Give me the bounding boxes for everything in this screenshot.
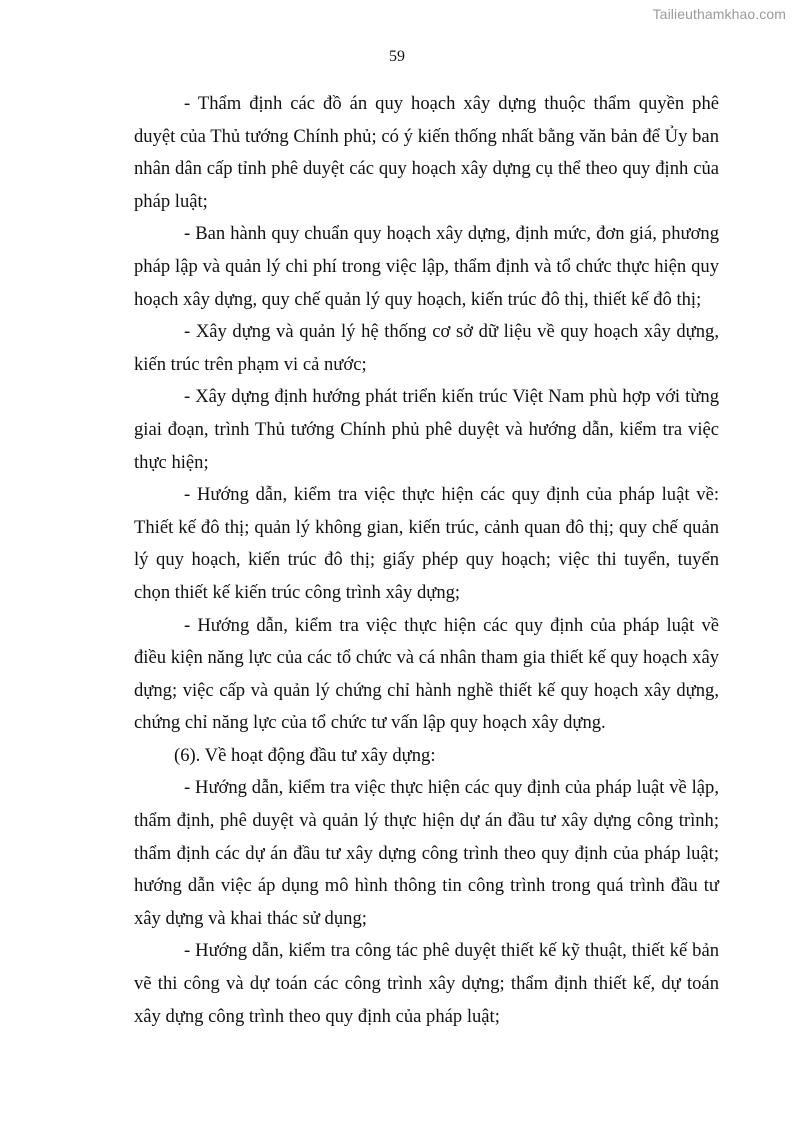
paragraph-8: - Hướng dẫn, kiểm tra công tác phê duyệt thiết kế kỹ thuật, thiết kế bản vẽ thi công và dự toán các công trình xây dựng; thẩm định thiết kế, dự toán xây dựng công trình theo quy định của pháp luật; xyxy=(134,940,719,1027)
section-heading: (6). Về hoạt động đầu tư xây dựng: xyxy=(174,744,436,766)
paragraph-5: - Hướng dẫn, kiểm tra việc thực hiện các quy định của pháp luật về: Thiết kế đô thị; quản lý không gian, kiến trúc, cảnh quan đô thị; quy chế quản lý quy hoạch, kiến trúc đô thị; giấy phép quy hoạch; việc thi tuyển, tuyển chọn thiết kế kiến trúc công trình xây dựng; xyxy=(134,484,719,603)
paragraph-7: - Hướng dẫn, kiểm tra việc thực hiện các quy định của pháp luật về lập, thẩm định, phê duyệt và quản lý thực hiện dự án đầu tư xây dựng công trình; thẩm định các dự án đầu tư xây dựng công trình theo quy định của pháp luật; hướng dẫn việc áp dụng mô hình thông tin công trình trong quá trình đầu tư xây dựng và khai thác sử dụng; xyxy=(134,777,719,929)
paragraph-1: - Thẩm định các đồ án quy hoạch xây dựng thuộc thẩm quyền phê duyệt của Thủ tướng Chính phủ; có ý kiến thống nhất bằng văn bản để Ủy ban nhân dân cấp tỉnh phê duyệt các quy hoạch xây dựng cụ thể theo quy định của pháp luật; xyxy=(134,93,719,212)
page-number: 59 xyxy=(389,48,405,65)
paragraph-6: - Hướng dẫn, kiểm tra việc thực hiện các quy định của pháp luật về điều kiện năng lực của các tổ chức và cá nhân tham gia thiết kế quy hoạch xây dựng; việc cấp và quản lý chứng chỉ hành nghề thiết kế quy hoạch xây dựng, chứng chỉ năng lực của tổ chức tư vấn lập quy hoạch xây dựng. xyxy=(134,614,719,734)
watermark-text: Tailieuthamkhao.com xyxy=(652,6,786,22)
paragraph-3: - Xây dựng và quản lý hệ thống cơ sở dữ liệu về quy hoạch xây dựng, kiến trúc trên phạm vi cả nước; xyxy=(134,321,719,375)
document-body xyxy=(134,88,719,1033)
paragraph-2: - Ban hành quy chuẩn quy hoạch xây dựng, định mức, đơn giá, phương pháp lập và quản lý chi phí trong việc lập, thẩm định và tổ chức thực hiện quy hoạch xây dựng, quy chế quản lý quy hoạch, kiến trúc đô thị, thiết kế đô thị; xyxy=(134,223,719,310)
paragraph-4: - Xây dựng định hướng phát triển kiến trúc Việt Nam phù hợp với từng giai đoạn, trình Thủ tướng Chính phủ phê duyệt và hướng dẫn, kiểm tra việc thực hiện; xyxy=(134,386,719,473)
